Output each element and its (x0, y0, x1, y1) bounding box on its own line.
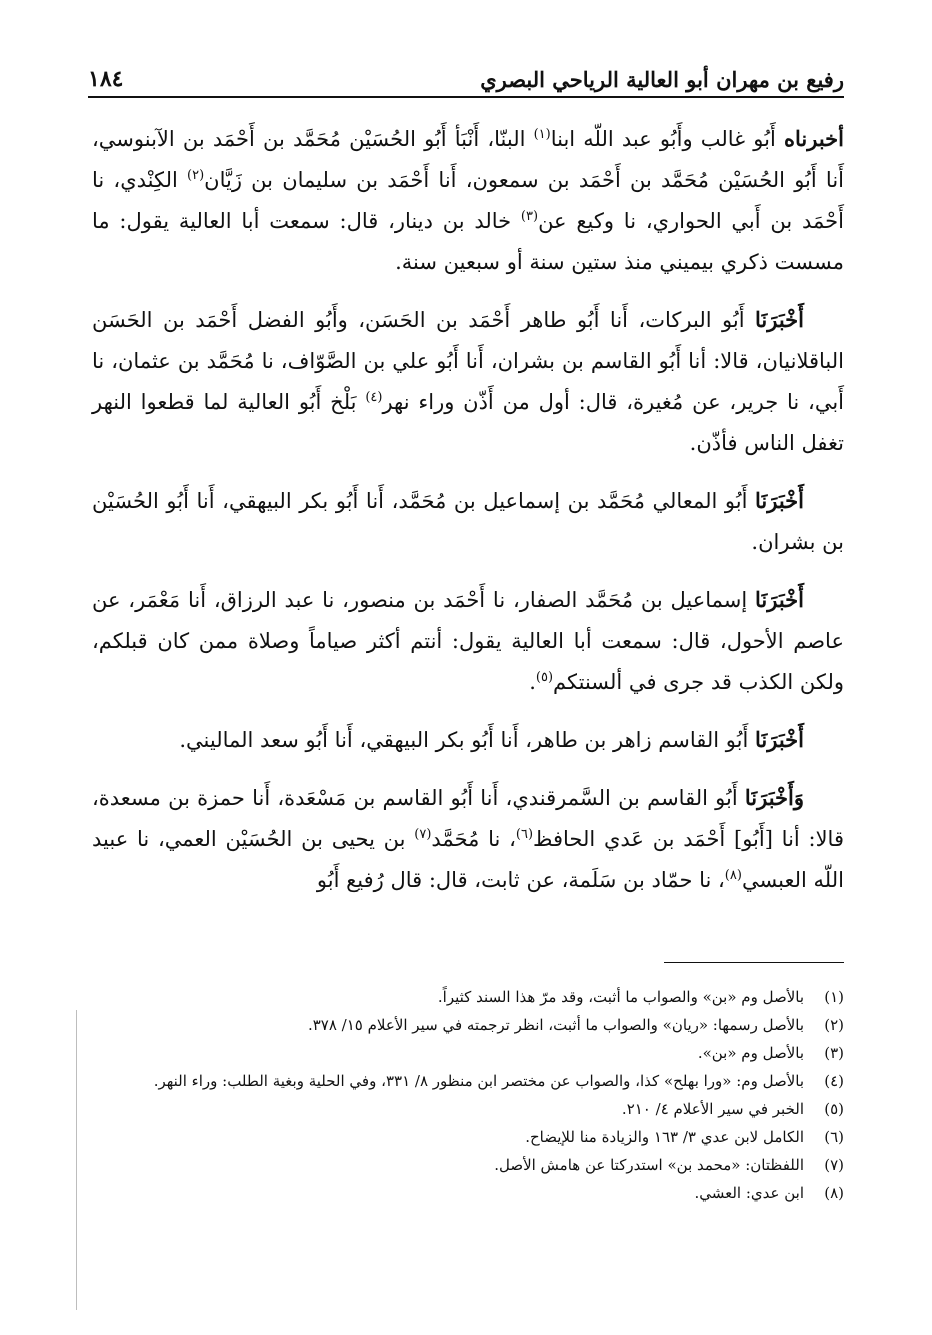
scan-margin-line (76, 1010, 77, 1310)
footnote-marker: (٧) (414, 827, 432, 842)
footnote-text: الخبر في سير الأعلام ٤/ ٢١٠. (621, 1100, 804, 1118)
footnote-item (88, 1012, 844, 1038)
footnote-item (88, 1040, 844, 1066)
footnote-marker: (٣) (520, 209, 539, 224)
text-run: أَبُو القاسم بن السَّمرقندي، أَنا أَبُو القاسم بن مَسْعَدة، أَنا حمزة بن مسعدة، قالا: أنا [أَبُو] أَحْمَد بن عَدي الحافظ (92, 786, 844, 851)
footnote-number: (٨) (824, 1184, 844, 1202)
footnote-marker: (٥) (535, 670, 554, 685)
footnote-item (88, 984, 844, 1010)
text-run: بن يحيى بن الحُسَيْن العمي، نا عبيد اللّه العبسي (92, 827, 844, 892)
paragraph-lead-word: أَخْبَرَنَا (755, 307, 804, 332)
text-run: البنّا، أَنْبَأ أَبُو الحُسَيْن مُحَمَّد بن أَحْمَد بن الآبنوسي، أَنا أَبُو الحُسَيْن مُحَمَّد بن أَحْمَد بن سمعون، أَنا أَحْمَد بن سليمان بن زَيَّان (92, 127, 844, 192)
paragraph-lead-word: أَخْبَرَنَا (755, 488, 804, 513)
footnote-marker: (٦) (515, 827, 534, 842)
footnote-text: الكامل لابن عدي ٣/ ١٦٣ والزيادة منا للإيضاح. (525, 1128, 804, 1146)
paragraph (92, 579, 844, 703)
paragraph-lead-word: أخبرناه (783, 126, 844, 151)
running-title: رفيع بن مهران أبو العالية الرياحي البصري (480, 67, 844, 92)
footnote-marker: (٢) (187, 168, 205, 183)
text-run: ، نا مُحَمَّد (431, 827, 516, 851)
footnote-number: (٤) (824, 1072, 844, 1090)
footnote-text: بالأصل وم «بن». (697, 1044, 804, 1062)
footnote-number: (٥) (824, 1100, 844, 1118)
page-header (88, 56, 844, 98)
footnote-number: (٦) (824, 1128, 844, 1146)
footnote-item (88, 1152, 844, 1178)
footnote-text: بالأصل رسمها: «ريان» والصواب ما أثبت، انظر ترجمته في سير الأعلام ١٥/ ٣٧٨. (307, 1016, 804, 1034)
footnote-number: (١) (824, 988, 844, 1006)
footnote-divider (664, 962, 844, 963)
footnote-text: اللفظتان: «محمد بن» استدركتا عن هامش الأصل. (494, 1156, 804, 1174)
footnote-item (88, 1096, 844, 1122)
footnote-text: ابن عدي: العشي. (694, 1184, 804, 1202)
text-run: أَبُو القاسم زاهر بن طاهر، أَنا أَبُو بكر البيهقي، أَنا أَبُو سعد الماليني. (179, 728, 756, 752)
page-number: ١٨٤ (88, 66, 124, 92)
text-run: ، نا حمّاد بن سَلَمة، عن ثابت، قال: قال رُفيع أَبُو (316, 868, 725, 892)
footnote-marker: (١) (533, 127, 551, 142)
text-run: أَبُو البركات، أَنا أَبُو طاهر أَحْمَد بن الحَسَن، وأَبُو الفضل أَحْمَد بن الحَسَن الباقلانيان، قالا: أنا أَبُو القاسم بن بشران، أَنا أَبُو علي بن الصَّوّاف، نا مُحَمَّد بن عثمان، نا أَبي، نا جرير، عن مُغيرة، قال: أول من أَذّن وراء نهر (92, 308, 844, 414)
paragraph (92, 480, 844, 563)
footnote-item (88, 1068, 844, 1094)
footnote-number: (٧) (824, 1156, 844, 1174)
text-run: الكِنْدي، نا أَحْمَد بن أَبي الحواري، نا وكيع عن (92, 168, 844, 233)
paragraph (92, 299, 844, 464)
text-run: بَلْخ أَبُو العالية لما قطعوا النهر تغفل الناس فأذّن. (92, 390, 844, 455)
footnote-number: (٢) (824, 1016, 844, 1034)
paragraph (92, 777, 844, 901)
text-run: خالد بن دينار، قال: سمعت أبا العالية يقول: ما مسست ذكري بيميني منذ ستين سنة أو سبعين سنة. (92, 209, 844, 274)
text-run: أَبُو غالب وأَبُو عبد اللّه ابنا (550, 127, 784, 151)
paragraph-lead-word: وَأَخْبَرَنَا (744, 785, 804, 810)
main-text (92, 118, 844, 917)
text-run: أَبُو المعالي مُحَمَّد بن إسماعيل بن مُحَمَّد، أَنا أَبُو بكر البيهقي، أَنا أَبُو الحُسَيْن بن بشران. (92, 489, 844, 554)
text-run: إسماعيل بن مُحَمَّد الصفار، نا أَحْمَد بن منصور، نا عبد الرزاق، أَنا مَعْمَر، عن عاصم الأحول، قال: سمعت أبا العالية يقول: أنتم أكثر صياماً وصلاة ممن كان قبلكم، ولكن الكذب قد جرى في ألسنتكم (92, 588, 844, 694)
paragraph (92, 719, 844, 761)
footnote-marker: (٨) (724, 868, 742, 883)
footnote-item (88, 1124, 844, 1150)
footnote-marker: (٤) (365, 390, 383, 405)
footnote-text: بالأصل وم: «ورا بهلح» كذا، والصواب عن مختصر ابن منظور ٨/ ٣٣١، وفي الحلية وبغية الطلب: وراء النهر. (153, 1072, 804, 1090)
footnote-item (88, 1180, 844, 1206)
paragraph-lead-word: أَخْبَرَنَا (755, 587, 804, 612)
footnote-text: بالأصل وم «بن» والصواب ما أثبت، وقد مرّ هذا السند كثيراً. (437, 988, 804, 1006)
paragraph (92, 118, 844, 283)
footnotes (88, 984, 844, 1208)
footnote-number: (٣) (824, 1044, 844, 1062)
text-run: . (529, 670, 536, 694)
paragraph-lead-word: أَخْبَرَنَا (755, 727, 804, 752)
